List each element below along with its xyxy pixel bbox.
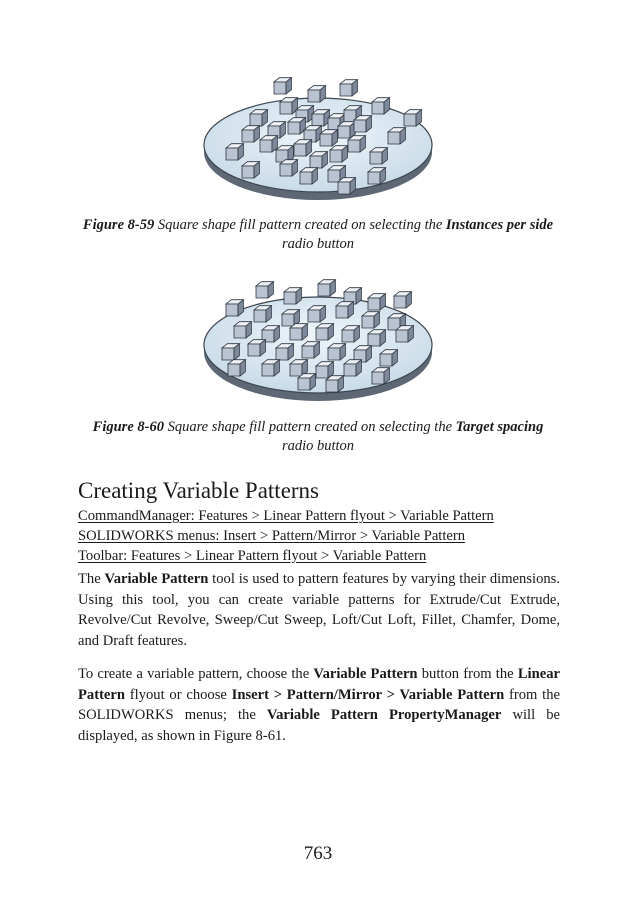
pattern-cube <box>226 144 243 160</box>
bold-term: Linear Pattern <box>78 666 560 703</box>
pattern-cube <box>342 326 359 342</box>
pattern-cube <box>316 362 333 378</box>
pattern-cube <box>396 326 413 342</box>
caption-bold: Target spacing <box>455 419 544 435</box>
caption-label: Figure 8-59 <box>82 217 155 233</box>
pattern-cube <box>368 294 385 310</box>
pattern-cube <box>274 78 291 94</box>
pattern-cube <box>222 344 239 360</box>
pattern-cube <box>280 160 297 176</box>
caption-bold: Instances per side <box>445 217 554 233</box>
pattern-cube <box>368 330 385 346</box>
pattern-cube <box>234 322 251 338</box>
pattern-cube <box>372 368 389 384</box>
caption-text: Square shape fill pattern created on selecting the <box>154 217 446 233</box>
pattern-cube <box>308 306 325 322</box>
pattern-cube <box>336 302 353 318</box>
pattern-cube <box>288 118 305 134</box>
pattern-cube <box>294 140 311 156</box>
pattern-cube <box>320 130 337 146</box>
bold-term: Variable Pattern PropertyManager <box>266 707 502 723</box>
pattern-cube <box>370 148 387 164</box>
text: from the SOLIDWORKS menus; the <box>78 686 560 723</box>
pattern-cube <box>256 282 273 298</box>
pattern-cube <box>310 152 327 168</box>
pattern-cube <box>226 300 243 316</box>
pattern-cube <box>354 116 371 132</box>
pattern-cube <box>372 98 389 114</box>
caption-label: Figure 8-60 <box>92 419 164 435</box>
pattern-cube <box>262 360 279 376</box>
text: To create a variable pattern, choose the <box>78 666 314 682</box>
pattern-cube <box>300 168 317 184</box>
pattern-cube <box>250 110 267 126</box>
pattern-cube <box>362 312 379 328</box>
pattern-cube <box>338 122 355 138</box>
bold-term: Variable Pattern <box>313 666 418 682</box>
pattern-cube <box>338 178 355 194</box>
caption-text-end: radio button <box>281 438 355 454</box>
paragraph-2 <box>78 664 560 746</box>
pattern-cube <box>290 324 307 340</box>
pattern-cube <box>388 128 405 144</box>
pattern-cube <box>248 340 265 356</box>
pattern-cube <box>344 360 361 376</box>
pattern-cube <box>380 350 397 366</box>
pattern-cube <box>340 80 357 96</box>
paragraph-1 <box>78 569 560 651</box>
path-toolbar: Toolbar: Features > Linear Pattern flyout > Variable Pattern <box>78 548 427 564</box>
pattern-cube <box>316 324 333 340</box>
path-commandmanager: CommandManager: Features > Linear Pattern flyout > Variable Pattern <box>78 508 494 524</box>
pattern-cube <box>308 86 325 102</box>
text: The <box>78 571 105 587</box>
figure-8-60-image <box>198 270 438 405</box>
text: flyout or choose <box>125 686 232 703</box>
pattern-cube <box>242 162 259 178</box>
pattern-cube <box>328 344 345 360</box>
pattern-cube <box>254 306 271 322</box>
pattern-cube <box>312 110 329 126</box>
figure-8-59-caption <box>78 216 558 254</box>
caption-text-end: radio button <box>281 236 355 252</box>
command-paths <box>78 506 494 566</box>
figure-8-59 <box>0 74 636 204</box>
pattern-cube <box>330 146 347 162</box>
pattern-cube <box>228 360 245 376</box>
pattern-cube <box>326 376 343 392</box>
pattern-cube <box>348 136 365 152</box>
figure-8-60 <box>0 270 636 405</box>
bold-term: Variable Pattern <box>104 571 209 587</box>
pattern-cube <box>284 288 301 304</box>
text: button from the <box>417 666 518 682</box>
text: tool is used to pattern features by varying their dimensions. Using this tool, you can create variable patterns for Extrude/Cut Extrude, Revolve/Cut Revolve, Sweep/Cut Sweep, Loft/Cut Loft, Fillet, Chamfer, Dome, and Draft features. <box>78 571 560 649</box>
path-solidworks-menus: SOLIDWORKS menus: Insert > Pattern/Mirror > Variable Pattern <box>78 528 466 544</box>
section-heading: Creating Variable Patterns <box>78 478 320 503</box>
page-number: 763 <box>303 843 333 864</box>
caption-text: Square shape fill pattern created on selecting the <box>163 419 456 435</box>
pattern-cube <box>404 110 421 126</box>
pattern-cube <box>298 374 315 390</box>
pattern-cube <box>242 126 259 142</box>
pattern-cube <box>394 292 411 308</box>
pattern-cube <box>302 342 319 358</box>
pattern-cube <box>276 344 293 360</box>
pattern-cube <box>318 280 335 296</box>
pattern-cube <box>368 168 385 184</box>
bold-term: Insert > Pattern/Mirror > Variable Pattern <box>231 686 505 703</box>
text: will be displayed, as shown in Figure 8-61. <box>78 707 561 744</box>
figure-8-60-caption <box>78 418 558 456</box>
pattern-cube <box>260 136 277 152</box>
pattern-cube <box>280 98 297 114</box>
figure-8-59-image <box>198 74 438 204</box>
